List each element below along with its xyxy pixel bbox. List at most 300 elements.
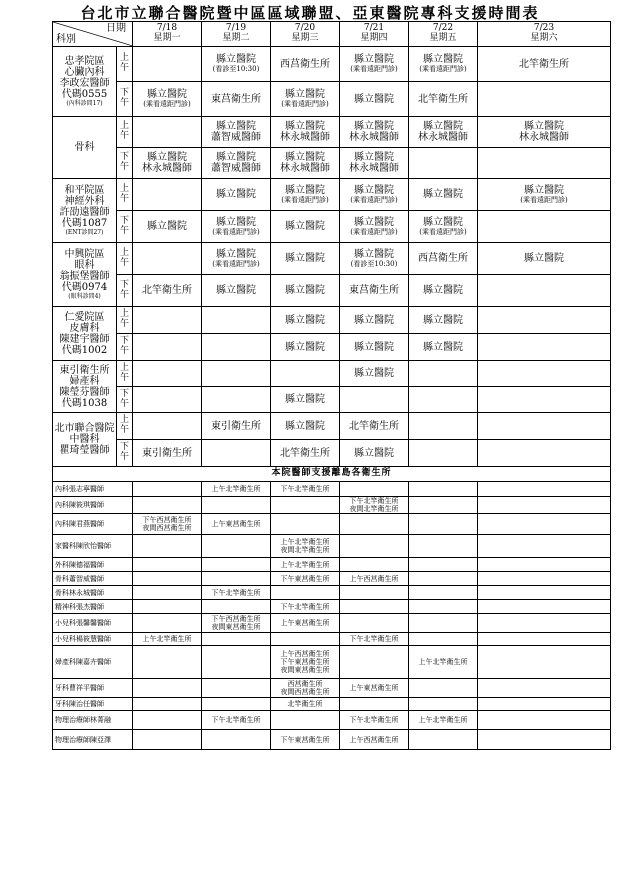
location-text: 縣立醫院 [354, 447, 394, 459]
location-text: 縣立醫院 [216, 189, 256, 200]
location-text: 北竿衛生所 [519, 58, 569, 70]
location-text: 北竿衛生所 [349, 420, 399, 432]
support-cell [409, 633, 478, 646]
support-cell [478, 572, 611, 586]
am-label: 上午 [117, 47, 133, 82]
support-cell [271, 514, 340, 535]
schedule-row [53, 82, 611, 117]
location-text: 縣立醫院 [354, 368, 394, 379]
schedule-cell [202, 275, 271, 307]
department-line: 李政宏醫師 [59, 77, 110, 89]
schedule-cell [202, 243, 271, 275]
location-text: 縣立醫院 [216, 216, 256, 228]
support-cell [133, 586, 202, 600]
schedule-cell [271, 211, 340, 243]
location-text: 縣立醫院 [354, 216, 394, 228]
support-cell [271, 497, 340, 514]
schedule-cell [409, 148, 478, 179]
support-cell [271, 482, 340, 497]
schedule-cell [340, 440, 409, 467]
support-cell [133, 482, 202, 497]
support-cell [133, 646, 202, 679]
section-title: 本院醫師支援離島各衛生所 [53, 467, 611, 482]
support-text: 上午北竿衛生所 [142, 635, 192, 643]
staff-name: 物理治療師林菁融 [53, 711, 133, 730]
section-row [53, 467, 611, 482]
department-line: 代碼0555 [61, 88, 108, 100]
schedule-row [53, 413, 611, 440]
support-cell [340, 698, 409, 711]
department-note: (ENT診間27) [65, 228, 104, 236]
support-cell [271, 535, 340, 558]
location-text: 縣立醫院 [354, 93, 394, 105]
support-row [53, 497, 611, 514]
day-header [478, 22, 611, 47]
staff-name: 小兒科楊筱慧醫師 [53, 633, 133, 646]
support-text: 下午東莒衛生所 [280, 735, 330, 744]
department-line: 心臟內科 [64, 66, 105, 78]
support-text: 上午西莒衛生所 [349, 574, 399, 583]
schedule-cell [133, 413, 202, 440]
support-cell [409, 679, 478, 698]
schedule-cell [478, 387, 611, 413]
location-text: 縣立醫院 [354, 121, 394, 132]
schedule-cell [478, 117, 611, 148]
schedule-cell [133, 243, 202, 275]
schedule-cell [202, 82, 271, 117]
support-row [53, 646, 611, 679]
support-row [53, 558, 611, 572]
schedule-cell [340, 307, 409, 334]
support-text: 上午東莒衛生所 [349, 684, 399, 692]
support-cell [409, 730, 478, 750]
support-cell [271, 698, 340, 711]
schedule-cell [340, 117, 409, 148]
support-cell [271, 572, 340, 586]
schedule-cell [133, 334, 202, 361]
doctor-text: 林永城醫師 [519, 132, 569, 143]
support-cell [271, 586, 340, 600]
schedule-cell [202, 148, 271, 179]
cell-note: (乘看遠距門診) [212, 227, 260, 236]
cell-note: (乘看遠距門診) [350, 65, 398, 73]
schedule-cell [271, 148, 340, 179]
support-cell [271, 558, 340, 572]
doctor-text: 林永城醫師 [142, 163, 192, 174]
schedule-cell [340, 243, 409, 275]
location-text: 縣立醫院 [285, 221, 325, 232]
cell-note: (看診至10:30) [350, 259, 398, 268]
support-cell [133, 514, 202, 535]
department-line: 婦產科 [69, 375, 100, 387]
support-row [53, 730, 611, 750]
cell-note: (乘看遠距門診) [419, 65, 467, 73]
corner-date-label: 日期 [106, 23, 126, 34]
schedule-table [52, 21, 611, 750]
cell-note: (乘看遠距門診) [350, 227, 398, 236]
schedule-row [53, 275, 611, 307]
day-header [340, 22, 409, 47]
support-cell [133, 698, 202, 711]
schedule-cell [409, 361, 478, 387]
location-text: 縣立醫院 [216, 285, 256, 296]
support-cell [202, 633, 271, 646]
support-cell [409, 497, 478, 514]
schedule-row [53, 307, 611, 334]
schedule-cell [202, 179, 271, 211]
support-cell [409, 698, 478, 711]
support-text: 上午北竿衛生所 [280, 560, 330, 569]
staff-name: 內科張志寧醫師 [53, 482, 133, 497]
day-date: 7/18 [156, 23, 178, 34]
support-cell [271, 614, 340, 633]
schedule-cell [409, 211, 478, 243]
am-label: 上午 [117, 307, 133, 334]
schedule-cell [409, 47, 478, 82]
support-cell [133, 730, 202, 750]
support-cell [202, 698, 271, 711]
support-row [53, 572, 611, 586]
department-line: 許劭遠醫師 [59, 206, 110, 218]
schedule-cell [340, 361, 409, 387]
support-cell [340, 514, 409, 535]
staff-name: 骨科蕭智威醫師 [53, 572, 133, 586]
department-line: 忠孝院區 [64, 55, 105, 67]
day-header [133, 22, 202, 47]
support-cell [340, 572, 409, 586]
staff-name: 婦產科陳嘉卉醫師 [53, 646, 133, 679]
support-cell [340, 614, 409, 633]
support-cell [409, 514, 478, 535]
support-cell [478, 698, 611, 711]
support-cell [409, 646, 478, 679]
location-text: 縣立醫院 [285, 253, 325, 264]
department-cell [53, 179, 117, 243]
location-text: 北竿衛生所 [142, 285, 192, 296]
pm-label: 下午 [117, 211, 133, 243]
schedule-cell [202, 387, 271, 413]
department-line: 仁愛院區 [64, 311, 105, 323]
cell-note: (乘看遠距門診) [281, 100, 329, 108]
location-text: 縣立醫院 [285, 152, 325, 163]
support-cell [133, 572, 202, 586]
support-cell [409, 600, 478, 614]
location-text: 縣立醫院 [147, 89, 187, 100]
schedule-cell [271, 413, 340, 440]
support-cell [133, 497, 202, 514]
location-text: 東莒衛生所 [349, 285, 399, 296]
department-cell [53, 117, 117, 179]
staff-name: 外科陳德福醫師 [53, 558, 133, 572]
support-cell [340, 633, 409, 646]
location-text: 縣立醫院 [285, 285, 325, 296]
department-line: 北市聯合醫院 [54, 423, 115, 434]
schedule-cell [133, 211, 202, 243]
doctor-text: 林永城醫師 [349, 132, 399, 143]
support-cell [409, 614, 478, 633]
support-text: 下午北竿衛生所 [211, 716, 261, 724]
support-cell [478, 646, 611, 679]
schedule-cell [340, 179, 409, 211]
support-text: 上午東莒衛生所 [211, 520, 261, 528]
schedule-cell [271, 82, 340, 117]
schedule-cell [409, 334, 478, 361]
support-cell [202, 514, 271, 535]
staff-name: 物理治療師陳亞澤 [53, 730, 133, 750]
staff-name: 內科陳君燕醫師 [53, 514, 133, 535]
cell-note: (乘看遠距門診) [520, 195, 568, 204]
header-row [53, 22, 611, 47]
department-note: (眼科診間4) [68, 292, 101, 300]
am-label: 上午 [117, 179, 133, 211]
department-line: 陳建宇醫師 [59, 333, 110, 345]
cell-note: (乘看遠距門診) [419, 227, 467, 236]
page-title: 台北市立聯合醫院暨中區區域聯盟、亞東醫院專科支援時間表 [80, 4, 540, 22]
support-cell [478, 614, 611, 633]
department-line: 和平院區 [64, 184, 105, 196]
support-text: 夜間東莒衛生所 [211, 623, 261, 631]
schedule-cell [133, 275, 202, 307]
cell-note: (看診至10:30) [212, 65, 260, 73]
support-cell [202, 572, 271, 586]
schedule-cell [478, 179, 611, 211]
support-cell [340, 482, 409, 497]
schedule-cell [202, 211, 271, 243]
support-cell [202, 600, 271, 614]
location-text: 縣立醫院 [423, 314, 463, 326]
schedule-cell [340, 82, 409, 117]
schedule-cell [409, 307, 478, 334]
department-line: 代碼1002 [61, 344, 108, 356]
day-date: 7/22 [432, 23, 454, 34]
schedule-cell [340, 47, 409, 82]
support-cell [202, 497, 271, 514]
location-text: 縣立醫院 [354, 314, 394, 326]
schedule-row [53, 47, 611, 82]
support-text: 下午北竿衛生所 [211, 588, 261, 597]
staff-name: 牙科曹祥平醫師 [53, 679, 133, 698]
staff-name: 精神科張杰醫師 [53, 600, 133, 614]
schedule-cell [202, 47, 271, 82]
cell-note: (乘看遠距門診) [281, 195, 329, 204]
location-text: 西莒衛生所 [280, 58, 330, 70]
support-row [53, 586, 611, 600]
support-text: 下午北竿衛生所 [280, 485, 330, 493]
support-cell [340, 730, 409, 750]
header-corner [53, 22, 133, 47]
corner-dept-label: 科別 [56, 34, 76, 45]
am-label: 上午 [117, 117, 133, 148]
support-cell [202, 614, 271, 633]
location-text: 東引衛生所 [211, 420, 261, 432]
support-text: 下午北竿衛生所 [280, 602, 330, 611]
schedule-cell [133, 440, 202, 467]
day-date: 7/23 [533, 23, 555, 34]
support-text: 西莒衛生所 [287, 680, 323, 688]
am-label: 上午 [117, 361, 133, 387]
support-cell [409, 482, 478, 497]
location-text: 東引衛生所 [142, 447, 192, 459]
support-row [53, 711, 611, 730]
schedule-cell [340, 275, 409, 307]
department-line: 東引衛生所 [59, 364, 110, 376]
schedule-row [53, 243, 611, 275]
support-row [53, 614, 611, 633]
schedule-cell [478, 275, 611, 307]
support-cell [202, 730, 271, 750]
staff-name: 牙科陳治任醫師 [53, 698, 133, 711]
schedule-cell [133, 307, 202, 334]
schedule-cell [133, 361, 202, 387]
support-text: 夜間西莒衛生所 [280, 688, 330, 696]
support-text: 下午北竿衛生所 [349, 716, 399, 724]
schedule-cell [271, 275, 340, 307]
doctor-text: 林永城醫師 [280, 163, 330, 174]
location-text: 縣立醫院 [524, 253, 564, 264]
support-cell [133, 711, 202, 730]
schedule-cell [478, 243, 611, 275]
schedule-cell [133, 117, 202, 148]
support-cell [271, 711, 340, 730]
pm-label: 下午 [117, 387, 133, 413]
day-header [202, 22, 271, 47]
schedule-cell [409, 413, 478, 440]
schedule-cell [478, 307, 611, 334]
schedule-cell [478, 361, 611, 387]
support-row [53, 514, 611, 535]
schedule-cell [409, 117, 478, 148]
location-text: 縣立醫院 [216, 121, 256, 132]
support-row [53, 633, 611, 646]
day-weekday: 星期五 [429, 33, 457, 43]
location-text: 縣立醫院 [423, 216, 463, 228]
schedule-cell [271, 334, 340, 361]
schedule-cell [271, 243, 340, 275]
day-date: 7/20 [294, 23, 316, 34]
cell-note: (乘看遠距門診) [212, 259, 260, 268]
department-line: 陳瑩芬醫師 [59, 386, 110, 398]
day-weekday: 星期二 [222, 33, 250, 43]
schedule-row [53, 211, 611, 243]
support-cell [271, 633, 340, 646]
day-weekday: 星期六 [530, 33, 558, 43]
location-text: 縣立醫院 [285, 89, 325, 100]
cell-note: (乘看遠距門診) [143, 100, 191, 108]
schedule-row [53, 179, 611, 211]
support-cell [340, 646, 409, 679]
support-cell [340, 497, 409, 514]
location-text: 縣立醫院 [285, 341, 325, 353]
schedule-cell [271, 307, 340, 334]
schedule-cell [202, 440, 271, 467]
schedule-cell [133, 148, 202, 179]
am-label: 上午 [117, 413, 133, 440]
support-cell [478, 514, 611, 535]
schedule-cell [340, 334, 409, 361]
support-cell [340, 679, 409, 698]
support-text: 下午西莒衛生所 [142, 516, 192, 524]
pm-label: 下午 [117, 82, 133, 117]
support-cell [271, 600, 340, 614]
support-cell [133, 535, 202, 558]
support-cell [133, 614, 202, 633]
location-text: 縣立醫院 [423, 54, 463, 65]
schedule-cell [478, 413, 611, 440]
schedule-cell [133, 47, 202, 82]
day-date: 7/21 [363, 23, 385, 34]
support-text: 夜間北竿衛生所 [349, 505, 399, 513]
staff-name: 小兒科張馨馨醫師 [53, 614, 133, 633]
location-text: 縣立醫院 [423, 341, 463, 353]
schedule-cell [133, 387, 202, 413]
support-text: 上午西莒衛生所 [280, 650, 330, 658]
day-weekday: 星期四 [360, 33, 388, 43]
department-line: 代碼1087 [61, 217, 108, 229]
support-cell [202, 535, 271, 558]
support-text: 夜間西莒衛生所 [142, 524, 192, 532]
schedule-cell [202, 334, 271, 361]
day-date: 7/19 [225, 23, 247, 34]
department-line: 代碼1038 [61, 397, 108, 409]
support-cell [271, 646, 340, 679]
support-cell [478, 711, 611, 730]
location-text: 東莒衛生所 [211, 93, 261, 105]
support-text: 上午東莒衛生所 [280, 619, 330, 627]
location-text: 縣立醫院 [285, 394, 325, 405]
support-cell [478, 600, 611, 614]
support-cell [409, 535, 478, 558]
location-text: 縣立醫院 [285, 121, 325, 132]
schedule-cell [202, 361, 271, 387]
support-text: 北竿衛生所 [287, 700, 323, 708]
support-cell [478, 730, 611, 750]
support-text: 下午東莒衛生所 [280, 574, 330, 583]
department-note: (內科診間17) [66, 99, 103, 107]
location-text: 縣立醫院 [354, 152, 394, 163]
schedule-cell [271, 387, 340, 413]
location-text: 縣立醫院 [285, 314, 325, 326]
department-line: 眼科 [74, 259, 95, 271]
day-weekday: 星期三 [291, 33, 319, 43]
location-text: 縣立醫院 [354, 54, 394, 65]
schedule-row [53, 334, 611, 361]
schedule-cell [202, 413, 271, 440]
day-header [271, 22, 340, 47]
schedule-cell [478, 47, 611, 82]
support-row [53, 482, 611, 497]
support-text: 下午東莒衛生所 [280, 658, 330, 666]
schedule-cell [478, 148, 611, 179]
support-text: 下午西莒衛生所 [211, 615, 261, 623]
support-cell [478, 497, 611, 514]
support-text: 上午北竿衛生所 [418, 658, 468, 666]
support-cell [409, 586, 478, 600]
location-text: 縣立醫院 [524, 184, 564, 196]
pm-label: 下午 [117, 148, 133, 179]
department-line: 代碼0974 [61, 281, 108, 293]
schedule-cell [271, 179, 340, 211]
day-header [409, 22, 478, 47]
support-cell [409, 711, 478, 730]
department-cell [53, 307, 117, 361]
support-cell [202, 586, 271, 600]
schedule-cell [271, 47, 340, 82]
department-cell [53, 47, 117, 117]
location-text: 縣立醫院 [285, 184, 325, 196]
schedule-cell [478, 82, 611, 117]
support-cell [271, 679, 340, 698]
doctor-text: 蕭智威醫師 [211, 132, 261, 143]
